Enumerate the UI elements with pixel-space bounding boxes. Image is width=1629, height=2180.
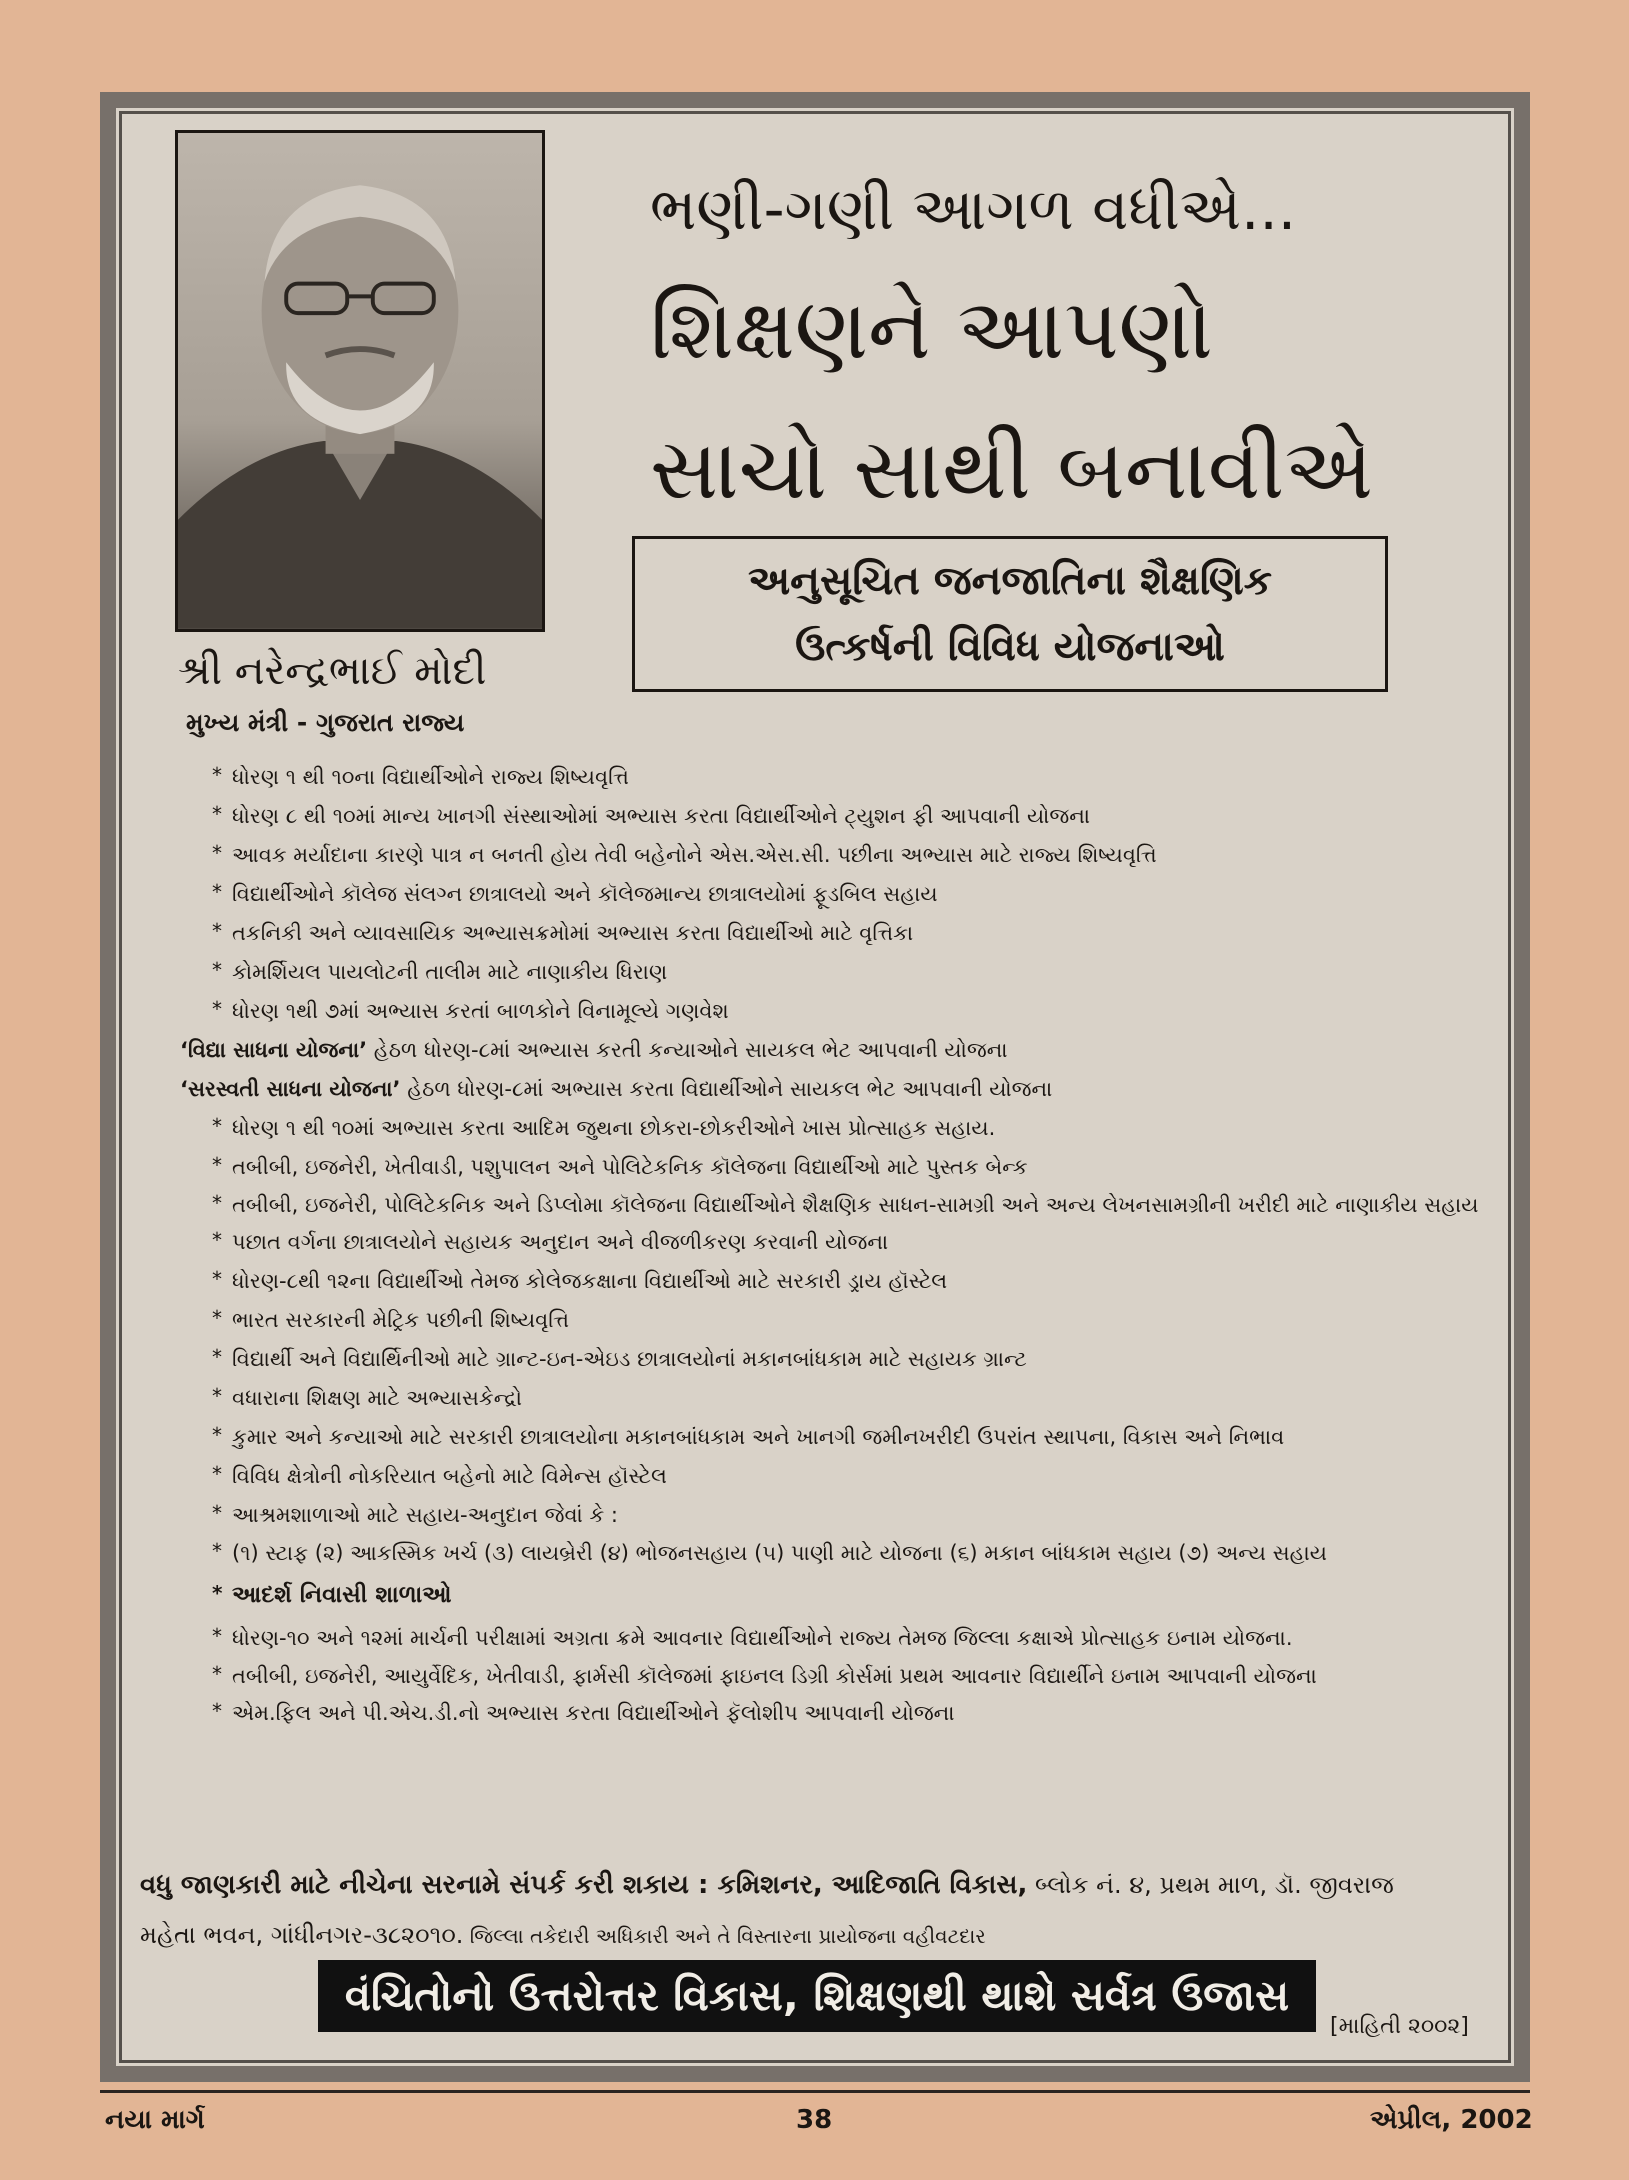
cm-name: શ્રી નરેન્દ્રભાઈ મોદી <box>178 648 487 694</box>
list-item: * (૧) સ્ટાફ (૨) આકસ્મિક ખર્ચ (૩) લાયબ્રેરી (૪) ભોજનસહાય (૫) પાણી માટે યોજના (૬) મકાન બાંધકામ સહાય (૭) અન્ય સહાય <box>212 1535 1502 1571</box>
subtitle-line-1: અનુસૂચિત જનજાતિના શૈક્ષણિક <box>747 558 1273 604</box>
list-item: * એમ.ફિલ અને પી.એચ.ડી.નો અભ્યાસ કરતા વિદ્યાર્થીઓને ફૅલોશીપ આપવાની યોજના <box>212 1694 1502 1733</box>
list-item: * વિવિધ ક્ષેત્રોની નોકરિયાત બહેનો માટે વિમેન્સ હૉસ્ટેલ <box>212 1457 1502 1496</box>
headline-line-2: સાચો સાથી બનાવીએ <box>650 420 1373 518</box>
issue-date: એપ્રીલ, 2002 <box>1370 2105 1533 2135</box>
list-item: * તકનિકી અને વ્યાવસાયિક અભ્યાસક્રમોમાં અભ્યાસ કરતા વિદ્યાર્થીઓ માટે વૃત્તિકા <box>212 914 1502 953</box>
list-item: * આદર્શ નિવાસી શાળાઓ <box>212 1571 1502 1619</box>
cm-designation: મુખ્ય મંત્રી - ગુજરાત રાજ્ય <box>186 708 465 737</box>
list-item: * પછાત વર્ગના છાત્રાલયોને સહાયક અનુદાન અને વીજળીકરણ કરવાની યોજના <box>212 1223 1502 1262</box>
list-item: * વધારાના શિક્ષણ માટે અભ્યાસકેન્દ્રો <box>212 1379 1502 1418</box>
footer-rule <box>100 2090 1530 2093</box>
contact-officials: જિલ્લા તકેદારી અધિકારી અને તે વિસ્તારના પ્રાયોજના વહીવટદાર <box>463 1924 986 1948</box>
scheme-list <box>180 758 1502 1733</box>
contact-address: બ્લોક નં. ૪, પ્રથમ માળ, ડૉ. જીવરાજ મહેતા ભવન, ગાંધીનગર-૩૮૨૦૧૦. <box>140 1871 1394 1949</box>
list-item: ‘વિદ્યા સાધના યોજના’ હેઠળ ધોરણ-૮માં અભ્યાસ કરતી કન્યાઓને સાયકલ ભેટ આપવાની યોજના <box>180 1038 1008 1062</box>
list-item: * કોમર્શિયલ પાયલોટની તાલીમ માટે નાણાકીય ધિરાણ <box>212 953 1502 992</box>
subtitle-box <box>632 536 1388 692</box>
list-item: * ધોરણ ૧ થી ૧૦માં અભ્યાસ કરતા આદિમ જુથના છોકરા-છોકરીઓને ખાસ પ્રોત્સાહક સહાય. <box>212 1109 1502 1148</box>
list-item: * ભારત સરકારની મેટ્રિક પછીની શિષ્યવૃત્તિ <box>212 1301 1502 1340</box>
list-item: ‘સરસ્વતી સાધના યોજના’ હેઠળ ધોરણ-૮માં અભ્યાસ કરતા વિદ્યાર્થીઓને સાયકલ ભેટ આપવાની યોજના <box>180 1077 1053 1101</box>
list-item: * આવક મર્યાદાના કારણે પાત્ર ન બનતી હોય તેવી બહેનોને એસ.એસ.સી. પછીના અભ્યાસ માટે રાજ્ય શિષ્યવૃત્તિ <box>212 836 1502 875</box>
list-item: * ધોરણ ૮ થી ૧૦માં માન્ય ખાનગી સંસ્થાઓમાં અભ્યાસ કરતા વિદ્યાર્થીઓને ટ્યુશન ફી આપવાની યોજના <box>212 797 1502 836</box>
list-item: * ધોરણ-૮થી ૧૨ના વિદ્યાર્થીઓ તેમજ કોલેજકક્ષાના વિદ્યાર્થીઓ માટે સરકારી ડ્રાય હૉસ્ટેલ <box>212 1262 1502 1301</box>
list-item: * કુમાર અને કન્યાઓ માટે સરકારી છાત્રાલયોના મકાનબાંધકામ અને ખાનગી જમીનખરીદી ઉપરાંત સ્થાપના, વિકાસ અને નિભાવ <box>212 1418 1502 1457</box>
tagline: ભણી-ગણી આગળ વધીએ... <box>650 175 1297 243</box>
list-item: * વિદ્યાર્થી અને વિદ્યાર્થિનીઓ માટે ગ્રાન્ટ-ઇન-એઇડ છાત્રાલયોનાં મકાનબાંધકામ માટે સહાયક ગ્રાન્ટ <box>212 1340 1502 1379</box>
subtitle-line-2: ઉત્કર્ષની વિવિધ યોજનાઓ <box>795 624 1225 670</box>
list-item: * વિદ્યાર્થીઓને કૉલેજ સંલગ્ન છાત્રાલયો અને કૉલેજમાન્ય છાત્રાલયોમાં ફૂડબિલ સહાય <box>212 875 1502 914</box>
contact-lead: વધુ જાણકારી માટે નીચેના સરનામે સંપર્ક કરી શકાય : કમિશનર, આદિજાતિ વિકાસ, <box>140 1870 1028 1900</box>
list-item: * ધોરણ ૧ થી ૧૦ના વિદ્યાર્થીઓને રાજ્ય શિષ્યવૃત્તિ <box>212 758 1502 797</box>
slogan-banner: વંચિતોનો ઉત્તરોત્તર વિકાસ, શિક્ષણથી થાશે સર્વત્ર ઉજાસ <box>318 1960 1316 2032</box>
portrait-illustration <box>178 133 542 629</box>
list-item: * ધોરણ-૧૦ અને ૧૨માં માર્ચની પરીક્ષામાં અગ્રતા ક્રમે આવનાર વિદ્યાર્થીઓને રાજ્ય તેમજ જિલ્લા કક્ષાએ પ્રોત્સાહક ઇનામ યોજના. <box>212 1619 1502 1658</box>
page-number: 38 <box>796 2105 833 2135</box>
list-item: * તબીબી, ઇજનેરી, આયુર્વેદિક, ખેતીવાડી, ફાર્મસી કૉલેજમાં ફાઇનલ ડિગ્રી કોર્સમાં પ્રથમ આવનાર વિદ્યાર્થીને ઇનામ આપવાની યોજના <box>212 1658 1502 1694</box>
list-item: * ધોરણ ૧થી ૭માં અભ્યાસ કરતાં બાળકોને વિનામૂલ્યે ગણવેશ <box>212 992 1502 1031</box>
contact-info <box>140 1860 1450 1961</box>
source-credit: [માહિતી ૨૦૦૨] <box>1330 2014 1469 2039</box>
list-item: * તબીબી, ઇજનેરી, ખેતીવાડી, પશુપાલન અને પોલિટેકનિક કૉલેજના વિદ્યાર્થીઓ માટે પુસ્તક બેન્ક <box>212 1148 1502 1187</box>
list-item: * તબીબી, ઇજનેરી, પોલિટેકનિક અને ડિપ્લોમા કૉલેજના વિદ્યાર્થીઓને શૈક્ષણિક સાધન-સામગ્રી અને અન્ય લેખનસામગ્રીની ખરીદી માટે નાણાકીય સહાય <box>212 1187 1502 1223</box>
magazine-name: નયા માર્ગ <box>105 2105 205 2135</box>
chief-minister-photo <box>175 130 545 632</box>
headline-line-1: શિક્ષણને આપણો <box>650 280 1213 378</box>
list-item: * આશ્રમશાળાઓ માટે સહાય-અનુદાન જેવાં કે : <box>212 1496 1502 1535</box>
